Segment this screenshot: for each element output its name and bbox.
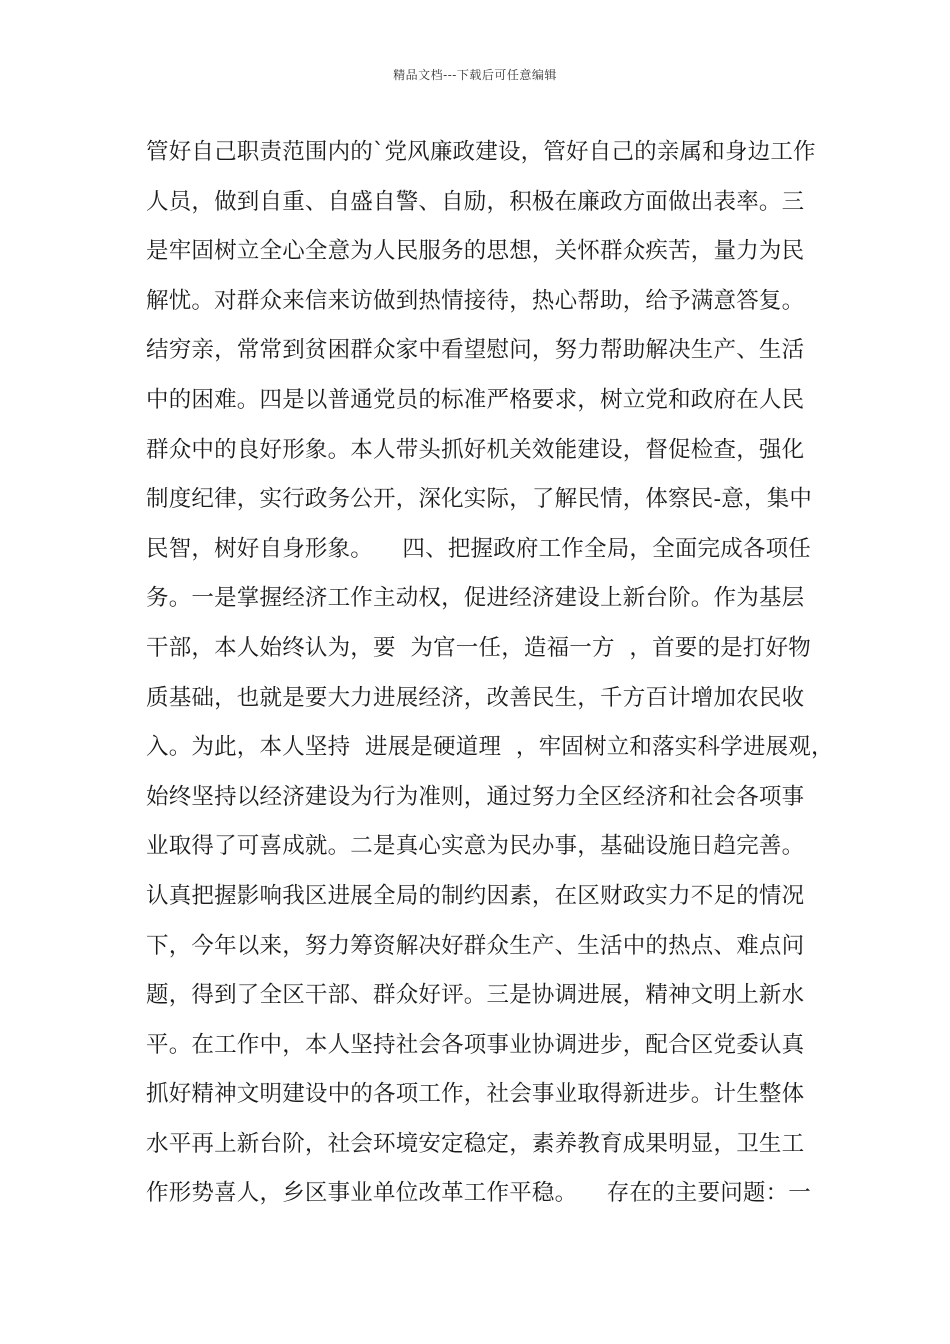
body-line: 水平再上新台阶，社会环境安定稳定，素养教育成果明显，卫生工: [146, 1130, 805, 1157]
body-line: 是牢固树立全心全意为人民服务的思想，关怀群众疾苦，量力为民: [146, 238, 805, 265]
body-line: 认真把握影响我区进展全局的制约因素，在区财政实力不足的情况: [146, 882, 805, 909]
body-line: 中的困难。四是以普通党员的标准严格要求，树立党和政府在人民: [146, 386, 805, 413]
body-line: 务。一是掌握经济工作主动权，促进经济建设上新台阶。作为基层: [146, 585, 805, 612]
body-line: 制度纪律，实行政务公开，深化实际，了解民情，体察民-意，集中: [146, 486, 813, 513]
body-text: [146, 132, 834, 1223]
body-line: 入。为此，本人坚持 进展是硬道理 ，牢固树立和落实科学进展观，: [146, 734, 834, 761]
body-line: 平。在工作中，本人坚持社会各项事业协调进步，配合区党委认真: [146, 1031, 805, 1058]
body-line: 业取得了可喜成就。二是真心实意为民办事，基础设施日趋完善。: [146, 833, 805, 860]
body-line: 人员，做到自重、自盛自警、自励，积极在廉政方面做出表率。三: [146, 188, 805, 215]
page-header: 精品文档---下载后可任意编辑: [393, 68, 557, 82]
body-line: 结穷亲，常常到贫困群众家中看望慰问，努力帮助解决生产、生活: [146, 337, 805, 364]
body-line: 干部，本人始终认为，要 为官一任，造福一方 ，首要的是打好物: [146, 634, 812, 661]
body-line: 抓好精神文明建设中的各项工作，社会事业取得新进步。计生整体: [146, 1081, 805, 1108]
body-line: 群众中的良好形象。本人带头抓好机关效能建设，督促检查，强化: [146, 436, 805, 463]
body-line: 民智，树好自身形象。 四、把握政府工作全局，全面完成各项任: [146, 535, 812, 562]
body-line: 始终坚持以经济建设为行为准则，通过努力全区经济和社会各项事: [146, 783, 805, 810]
body-line: 下，今年以来，努力筹资解决好群众生产、生活中的热点、难点问: [146, 932, 805, 959]
body-line: 质基础，也就是要大力进展经济，改善民生，千方百计增加农民收: [146, 684, 805, 711]
body-line: 解忧。对群众来信来访做到热情接待，热心帮助，给予满意答复。: [146, 287, 805, 314]
body-line: 题，得到了全区干部、群众好评。三是协调进展，精神文明上新水: [146, 982, 805, 1009]
body-line: 管好自己职责范围内的`党风廉政建设，管好自己的亲属和身边工作: [146, 139, 816, 165]
body-line: 作形势喜人，乡区事业单位改革工作平稳。 存在的主要问题：一: [146, 1180, 812, 1207]
